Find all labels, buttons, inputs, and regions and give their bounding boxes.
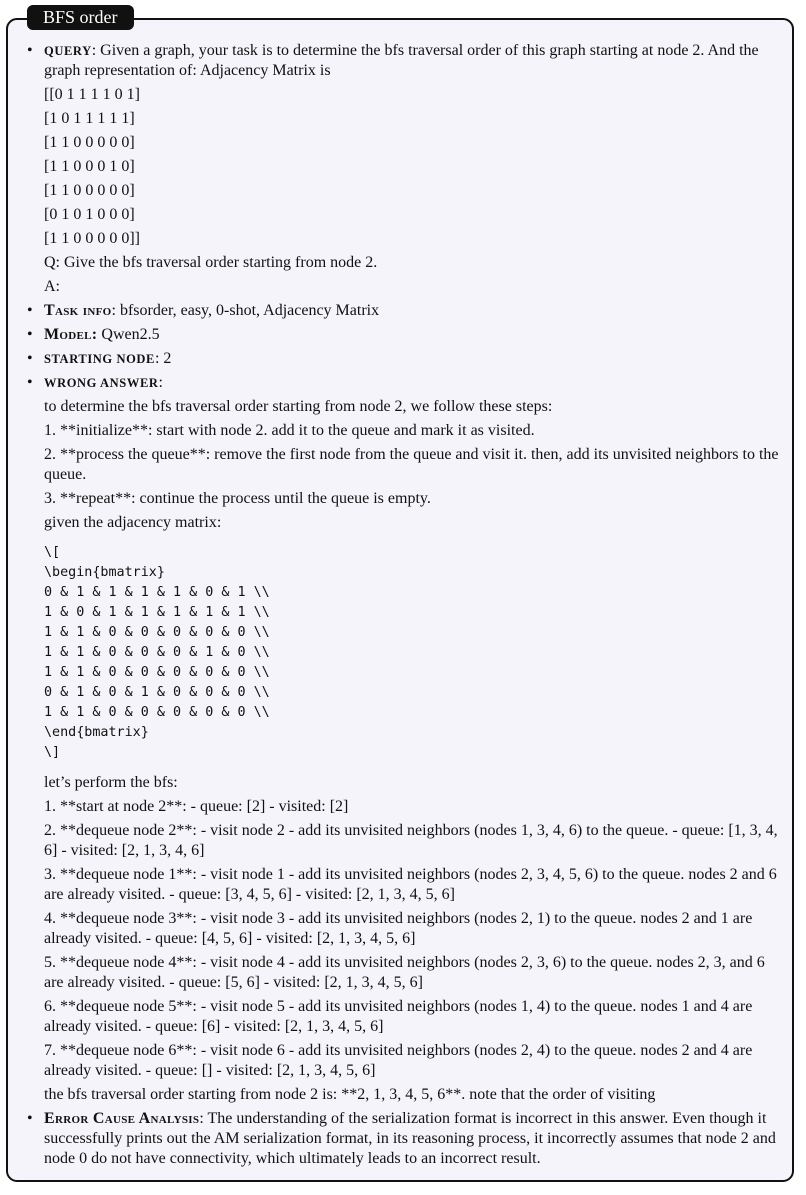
matrix-row: [1 1 0 0 0 0 0]	[44, 182, 135, 199]
matrix-row: [1 1 0 0 0 0 0]]	[44, 230, 140, 247]
latex-line: 1 & 1 & 0 & 0 & 0 & 0 & 0 \\	[44, 665, 270, 680]
starting-node-label: STARTING NODE	[44, 352, 155, 366]
wrong-answer-step: 2. **process the queue**: remove the first node from the queue and visit it. then, add its unvisited neighbors to the queue.	[44, 446, 779, 483]
bfs-step: 1. **start at node 2**: - queue: [2] - visited: [2]	[44, 798, 349, 815]
model-item	[26, 325, 786, 345]
matrix-row: [1 1 0 0 0 0 0]	[44, 134, 135, 151]
wrong-answer-intro: to determine the bfs traversal order starting from node 2, we follow these steps:	[44, 398, 553, 415]
error-cause-text: The understanding of the serialization format is incorrect in this answer. Even though it successfully prints out the AM serialization format, in its reasoning process, it incorrectly assumes that node 2 and node 0 do not have connectivity, which ultimately leads to an incorrect result.	[44, 1110, 776, 1167]
latex-line: \end{bmatrix}	[44, 725, 149, 740]
query-question: Q: Give the bfs traversal order starting from node 2.	[44, 254, 378, 271]
bfs-step: 5. **dequeue node 4**: - visit node 4 - add its unvisited neighbors (nodes 2, 3, 6) to the queue. nodes 2, 3, and 6 are already visited. - queue: [5, 6] - visited: [2, 1, 3, 4, 5, 6]	[44, 954, 765, 991]
wrong-answer-item: • WRONG ANSWER: to determine the bfs traversal order starting from node 2, we follow these steps: 1. **initialize**: start with node 2. add it to the queue and mark it as visited. 2. **process the queue**: remove the first node from the queue and visit it. then, add its unvisited neighbors to the queue. 3. **repeat**: continue the process until the queue is empty. given the adjacency matrix: \[ \begin{bmatrix} 0 & 1 & 1 & 1 & 1 & 0 & 1 \\ 1 & 0 & 1 & 1 & 1 & 1 & 1 \\ 1 & 1 & 0 & 0 & 0 & 0 & 0 \\ 1 & 1 & 0 & 0 & 0 & 1 & 0 \\ 1 & 1 & 0 & 0 & 0 & 0 & 0 \\ 0 & 1 & 0 & 1 & 0 & 0 & 0 \\ 1 & 1 & 0 & 0 & 0 & 0 & 0 \\ \end{bmatrix} \] let’s perform the bfs: 1. **start at node 2**: - queue: [2] - visited: [2] 2. **dequeue node 2**: - visit node 2 - add its unvisited neighbors (nodes 1, 3, 4, 6) to the queue. - queue: [1, 3, 4, 6] - visited: [2, 1, 3, 4, 6] 3. **dequeue node 1**: - visit node 1 - add its unvisited neighbors (nodes 2, 3, 4, 5, 6) to the queue. nodes 2 and 6 are already visited. - queue: [3, 4, 5, 6] - visited: [2, 1, 3, 4, 5, 6] 4. **dequeue node 3**: - visit node 3 - add its unvisited neighbors (nodes 2, 1) to the queue. nodes 2 and 1 are already visited. - queue: [4, 5, 6] - visited: [2, 1, 3, 4, 5, 6] 5. **dequeue node 4**: - visit node 4 - add its unvisited neighbors (nodes 2, 3, 6) to the queue. nodes 2, 3, and 6 are already visited. - queue: [5, 6] - visited: [2, 1, 3, 4, 5, 6] 6. **dequeue node 5**: - visit node 5 - add its unvisited neighbors (nodes 1, 4) to the queue. nodes 1 and 4 are already visited. - queue: [6] - visited: [2, 1, 3, 4, 5, 6] 7. **dequeue node 6**: - visit node 6 - add its unvisited neighbors (nodes 2, 4) to the queue. nodes 2 and 4 are already visited. - queue: [] - visited: [2, 1, 3, 4, 5, 6] the bfs traversal order starting from node 2 is: **2, 1, 3, 4, 5, 6**. note that the order of visiting	[26, 373, 786, 1105]
wrong-answer-step: 1. **initialize**: start with node 2. add it to the queue and mark it as visited.	[44, 422, 535, 439]
bfs-step: 7. **dequeue node 6**: - visit node 6 - add its unvisited neighbors (nodes 2, 4) to the queue. nodes 2 and 4 are already visited. - queue: [] - visited: [2, 1, 3, 4, 5, 6]	[44, 1042, 753, 1079]
bfs-step: 2. **dequeue node 2**: - visit node 2 - add its unvisited neighbors (nodes 1, 3, 4, 6) to the queue. - queue: [1, 3, 4, 6] - visited: [2, 1, 3, 4, 6]	[44, 822, 778, 859]
query-label: QUERY	[44, 44, 92, 58]
task-info-item: • Task info: bfsorder, easy, 0-shot, Adjacency Matrix	[26, 301, 786, 321]
item-list	[26, 41, 786, 1169]
error-cause-item: • Error Cause Analysis: The understanding of the serialization format is incorrect in this answer. Even though it successfully prints out the AM serialization format, in its reasoning process, it incorrectly assumes that node 2 and node 0 do not have connectivity, which ultimately leads to an incorrect result.	[26, 1109, 786, 1169]
query-paragraph: • QUERY: Given a graph, your task is to determine the bfs traversal order of this graph starting at node 2. And the graph representation of: Adjacency Matrix is	[44, 42, 759, 79]
matrix-row: [1 0 1 1 1 1 1]	[44, 110, 135, 127]
starting-node-item: • STARTING NODE: 2	[26, 349, 786, 369]
error-cause-label: Error Cause Analysis	[44, 1110, 200, 1127]
latex-line: 1 & 0 & 1 & 1 & 1 & 1 & 1 \\	[44, 605, 270, 620]
matrix-rows	[44, 85, 786, 249]
wrong-answer-conclusion: the bfs traversal order starting from node 2 is: **2, 1, 3, 4, 5, 6**. note that the order of visiting	[44, 1086, 656, 1103]
task-info-label: Task info	[44, 302, 112, 319]
latex-line: 0 & 1 & 0 & 1 & 0 & 0 & 0 \\	[44, 685, 270, 700]
query-text: Given a graph, your task is to determine the bfs traversal order of this graph starting at node 2. And the graph representation of: Adjacency Matrix is	[44, 42, 759, 79]
model-value: Qwen2.5	[101, 326, 160, 343]
bfs-step: 3. **dequeue node 1**: - visit node 1 - add its unvisited neighbors (nodes 2, 3, 4, 5, 6) to the queue. nodes 2 and 6 are already visited. - queue: [3, 4, 5, 6] - visited: [2, 1, 3, 4, 5, 6]	[44, 866, 777, 903]
bfs-order-card	[6, 18, 794, 1182]
latex-line: 1 & 1 & 0 & 0 & 0 & 1 & 0 \\	[44, 645, 270, 660]
matrix-row: [1 1 0 0 0 1 0]	[44, 158, 135, 175]
query-answer-prompt: A:	[44, 278, 60, 295]
latex-line: 1 & 1 & 0 & 0 & 0 & 0 & 0 \\	[44, 705, 270, 720]
wrong-answer-given: given the adjacency matrix:	[44, 514, 222, 531]
matrix-row: [[0 1 1 1 1 0 1]	[44, 86, 140, 103]
task-info-value: bfsorder, easy, 0-shot, Adjacency Matrix	[119, 302, 380, 319]
wrong-answer-perform: let’s perform the bfs:	[44, 774, 178, 791]
query-item	[26, 41, 786, 297]
card-title: BFS order	[27, 5, 134, 30]
card-content	[26, 41, 786, 1169]
bfs-step: 4. **dequeue node 3**: - visit node 3 - add its unvisited neighbors (nodes 2, 1) to the queue. nodes 2 and 1 are already visited. - queue: [4, 5, 6] - visited: [2, 1, 3, 4, 5, 6]	[44, 910, 753, 947]
latex-line: 0 & 1 & 1 & 1 & 1 & 0 & 1 \\	[44, 585, 270, 600]
matrix-row: [0 1 0 1 0 0 0]	[44, 206, 135, 223]
wrong-answer-label: WRONG ANSWER	[44, 376, 159, 390]
latex-line: \]	[44, 745, 61, 760]
latex-line: 1 & 1 & 0 & 0 & 0 & 0 & 0 \\	[44, 625, 270, 640]
model-label: Model:	[44, 326, 98, 343]
wrong-answer-step: 3. **repeat**: continue the process until the queue is empty.	[44, 490, 431, 507]
latex-block	[44, 543, 786, 763]
starting-node-value: 2	[163, 350, 172, 367]
latex-line: \begin{bmatrix}	[44, 565, 165, 580]
bfs-step: 6. **dequeue node 5**: - visit node 5 - add its unvisited neighbors (nodes 1, 4) to the queue. nodes 1 and 4 are already visited. - queue: [6] - visited: [2, 1, 3, 4, 5, 6]	[44, 998, 753, 1035]
latex-line: \[	[44, 545, 61, 560]
